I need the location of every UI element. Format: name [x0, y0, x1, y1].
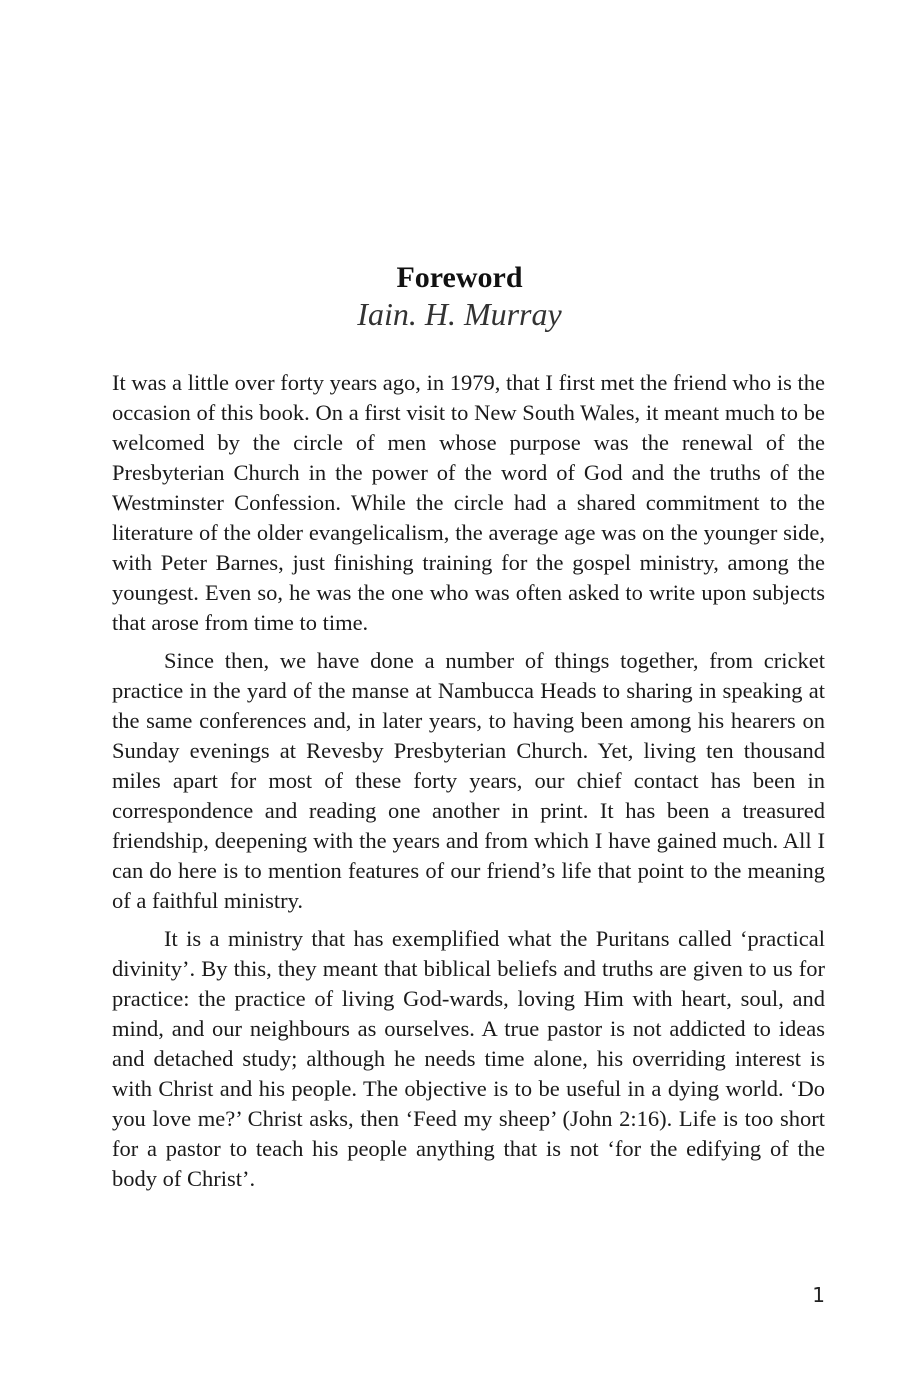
body-text: [112, 368, 825, 1202]
paragraph: It was a little over forty years ago, in 1979, that I first met the friend who is the occasion of this book. On a first visit to New South Wales, it meant much to be welcomed by the circle of men whose purpose was the renewal of the Presbyterian Church in the power of the word of God and the truths of the Westminster Confession. While the circle had a shared commitment to the literature of the older evangelicalism, the average age was on the younger side, with Peter Barnes, just finishing training for the gospel ministry, among the youngest. Even so, he was the one who was often asked to write upon subjects that arose from time to time.: [112, 370, 825, 635]
chapter-title: Foreword: [396, 261, 523, 294]
paragraph: Since then, we have done a number of things together, from cricket practice in the yard of the manse at Nambucca Heads to sharing in speaking at the same conferences and, in later years, to having been among his hearers on Sunday evenings at Revesby Presbyterian Church. Yet, living ten thousand miles apart for most of these forty years, our chief contact has been in correspondence and reading one another in print. It has been a treasured friendship, deepening with the years and from which I have gained much. All I can do here is to mention features of our friend’s life that point to the meaning of a faithful ministry.: [112, 648, 825, 913]
chapter-author: Iain. H. Murray: [357, 296, 562, 332]
page-number: 1: [812, 1283, 825, 1307]
paragraph: It is a ministry that has exemplified what the Puritans called ‘practical divinity’. By this, they meant that biblical beliefs and truths are given to us for practice: the practice of living God-wards, loving Him with heart, soul, and mind, and our neighbours as ourselves. A true pastor is not addicted to ideas and detached study; although he needs time alone, his overriding interest is with Christ and his people. The objective is to be useful in a dying world. ‘Do you love me?’ Christ asks, then ‘Feed my sheep’ (John 2:16). Life is too short for a pastor to teach his people anything that is not ‘for the edifying of the body of Christ’.: [112, 926, 825, 1191]
